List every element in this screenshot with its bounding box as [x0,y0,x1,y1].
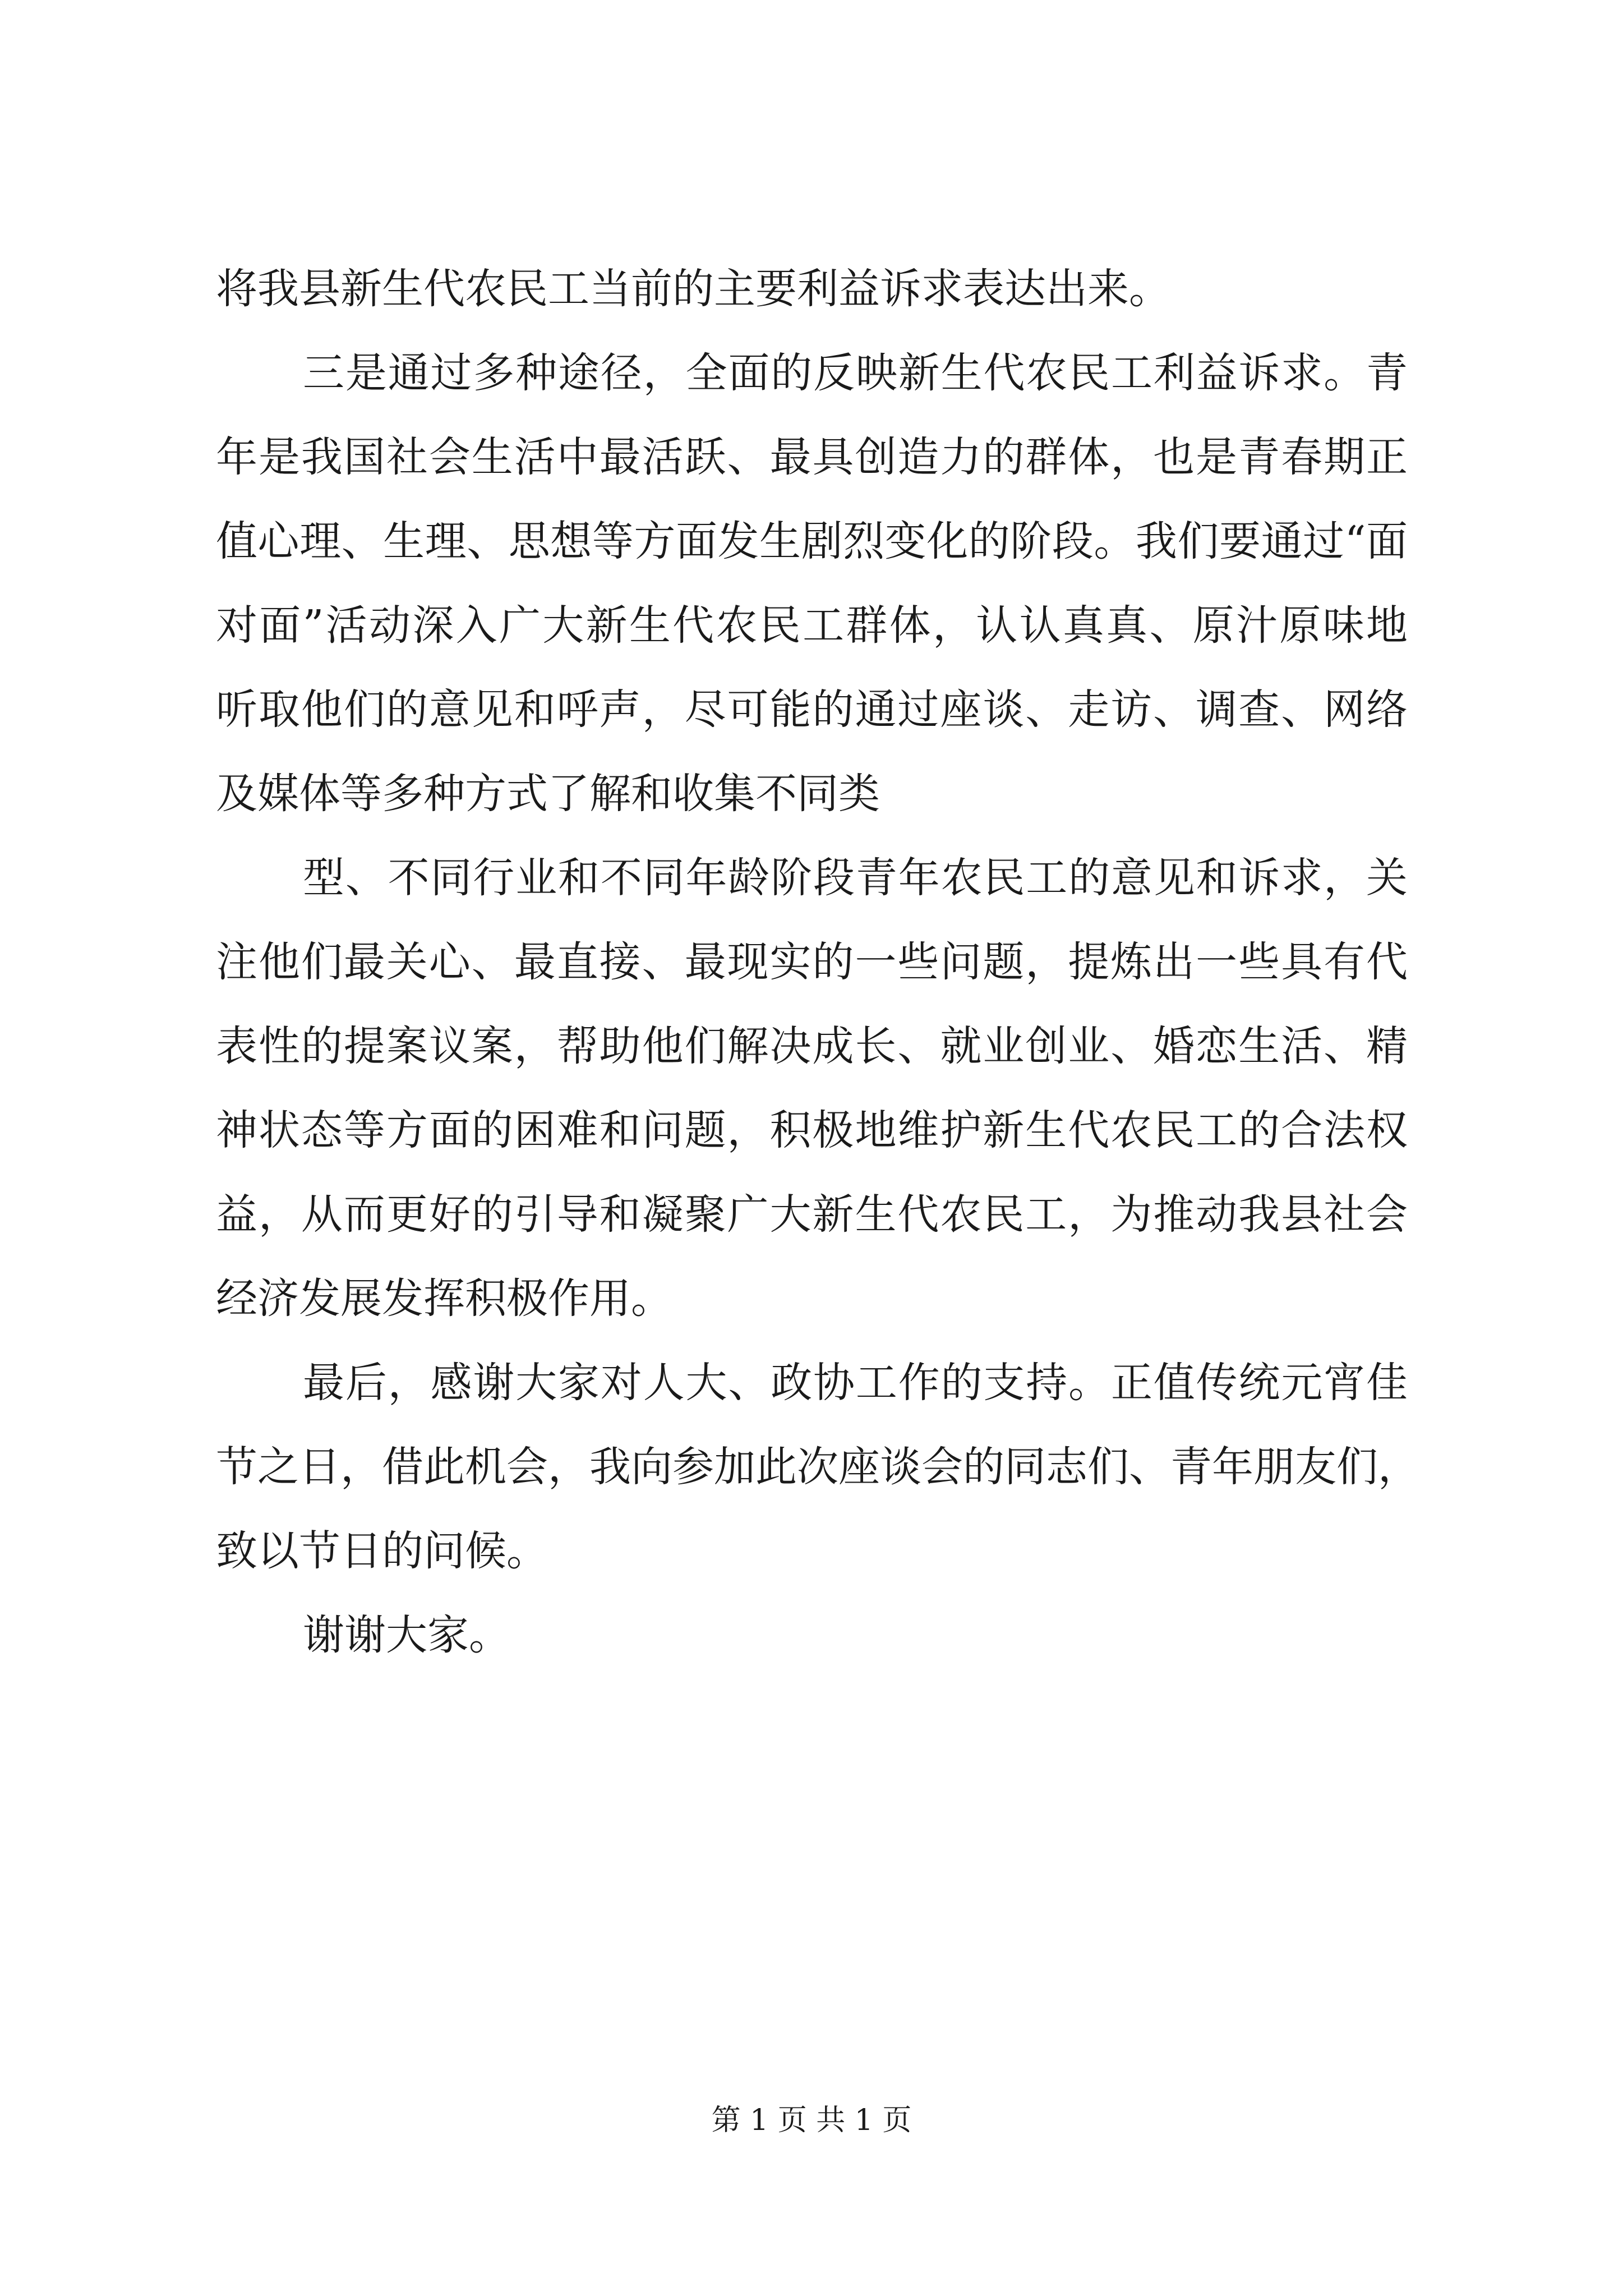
paragraph-line: 最后，感谢大家对人大、政协工作的支持。正值传统元宵佳 [303,1359,1408,1407]
paragraph-line: 三是通过多种途径，全面的反映新生代农民工利益诉求。青 [303,349,1408,397]
paragraph-line: 谢谢大家。 [303,1611,510,1659]
paragraph-line: 将我县新生代农民工当前的主要利益诉求表达出来。 [216,265,1170,313]
paragraph-line: 型、不同行业和不同年龄阶段青年农民工的意见和诉求，关 [303,854,1408,902]
paragraph-line: 对面”活动深入广大新生代农民工群体，认认真真、原汁原味地 [216,601,1408,650]
page-number-footer: 第 1 页 共 1 页 [711,2104,912,2137]
paragraph-line: 注他们最关心、最直接、最现实的一些问题，提炼出一些具有代 [216,938,1408,986]
paragraph-line: 益，从而更好的引导和凝聚广大新生代农民工，为推动我县社会 [216,1190,1408,1239]
paragraph-line: 表性的提案议案，帮助他们解决成长、就业创业、婚恋生活、精 [216,1022,1408,1070]
paragraph-line: 经济发展发挥积极作用。 [216,1274,672,1323]
paragraph-line: 听取他们的意见和呼声，尽可能的通过座谈、走访、调查、网络 [216,685,1408,734]
paragraph-line: 致以节日的问候。 [216,1527,548,1575]
paragraph-line: 神状态等方面的困难和问题，积极地维护新生代农民工的合法权 [216,1106,1408,1154]
paragraph-line: 年是我国社会生活中最活跃、最具创造力的群体，也是青春期正 [216,433,1408,481]
paragraph-line: 及媒体等多种方式了解和收集不同类 [216,770,880,818]
paragraph-line: 节之日，借此机会，我向参加此次座谈会的同志们、青年朋友们， [216,1443,1419,1491]
paragraph-line: 值心理、生理、思想等方面发生剧烈变化的阶段。我们要通过“面 [216,517,1408,565]
